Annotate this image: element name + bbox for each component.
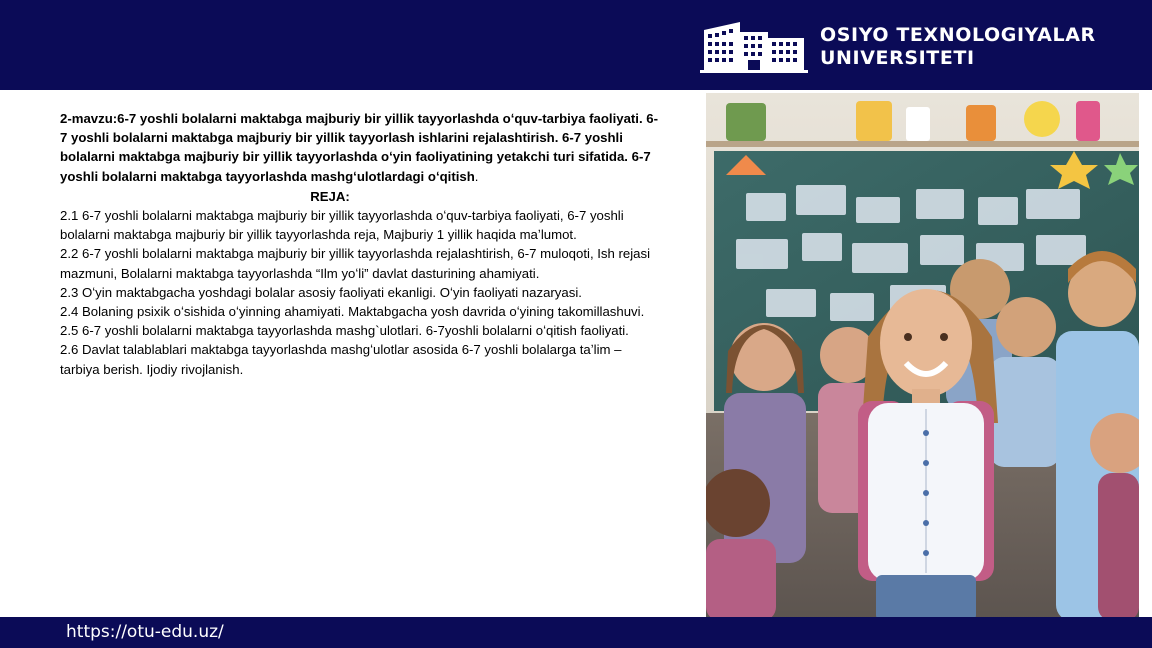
university-name [820, 24, 1096, 70]
footer-bar [0, 617, 1152, 648]
plan-item-2-1: 2.1 6-7 yoshli bolalarni maktabga majburiy bir yillik tayyorlashda oʻquv-tarbiya faoliyati, 6-7 yoshli bolalarni maktabga majburiy bir yillik tayyorlashda reja, Majburiy 1 yillik haqida maʼlumot. [60, 208, 624, 243]
plan-heading: REJA: [310, 188, 350, 204]
university-name-line2: UNIVERSITETI [820, 47, 975, 69]
university-name-line1: OSIYO TEXNOLOGIYALAR [820, 24, 1096, 46]
topic-end: . [474, 168, 479, 184]
classroom-illustration [706, 93, 1139, 621]
plan-item-2-5: 2.5 6-7 yoshli bolalarni maktabga tayyorlashda mashg`ulotlari. 6-7yoshli bolalarni oʻqitish faoliyati. [60, 323, 629, 339]
topic-title: 2-mavzu:6-7 yoshli bolalarni maktabga majburiy bir yillik tayyorlashda oʻquv-tarbiya faoliyati. 6-7 yoshli bolalarni maktabga majburiy bir yillik tayyorlash ishlarini rejalashtirish. 6-7 yoshli bolalarni maktabga majburiy bir yillik tayyorlashda oʻyin faoliyatining yetakchi turi sifatida. 6-7 yoshli bolalarni maktabga tayyorlashda mashgʻulotlardagi oʻqitish [60, 111, 659, 184]
slide-text [60, 109, 660, 379]
website-url[interactable]: https://otu-edu.uz/ [66, 622, 224, 642]
plan-item-2-4: 2.4 Bolaning psixik oʻsishida oʻyinning ahamiyati. Maktabgacha yosh davrida oʻyining takomillashuvi. [60, 304, 645, 320]
university-building-icon [700, 18, 808, 74]
plan-item-2-2: 2.2 6-7 yoshli bolalarni maktabga majburiy bir yillik tayyorlashda rejalashtirish, 6-7 muloqoti, Ish rejasi mazmuni, Bolalarni maktabga tayyorlashda “Ilm yoʻli” davlat dasturining ahamiyati. [60, 246, 651, 281]
topic-paragraph [60, 109, 660, 186]
classroom-children-photo [706, 93, 1139, 621]
header-bar [0, 0, 1152, 90]
plan-item-2-3: 2.3 Oʻyin maktabgacha yoshdagi bolalar asosiy faoliyati ekanligi. Oʻyin faoliyati nazaryasi. [60, 284, 582, 300]
plan-item-2-6: 2.6 Davlat talablablari maktabga tayyorlashda mashgʻulotlar asosida 6-7 yoshli bolalarga taʼlim –tarbiya berish. Ijodiy rivojlanish. [60, 342, 622, 377]
